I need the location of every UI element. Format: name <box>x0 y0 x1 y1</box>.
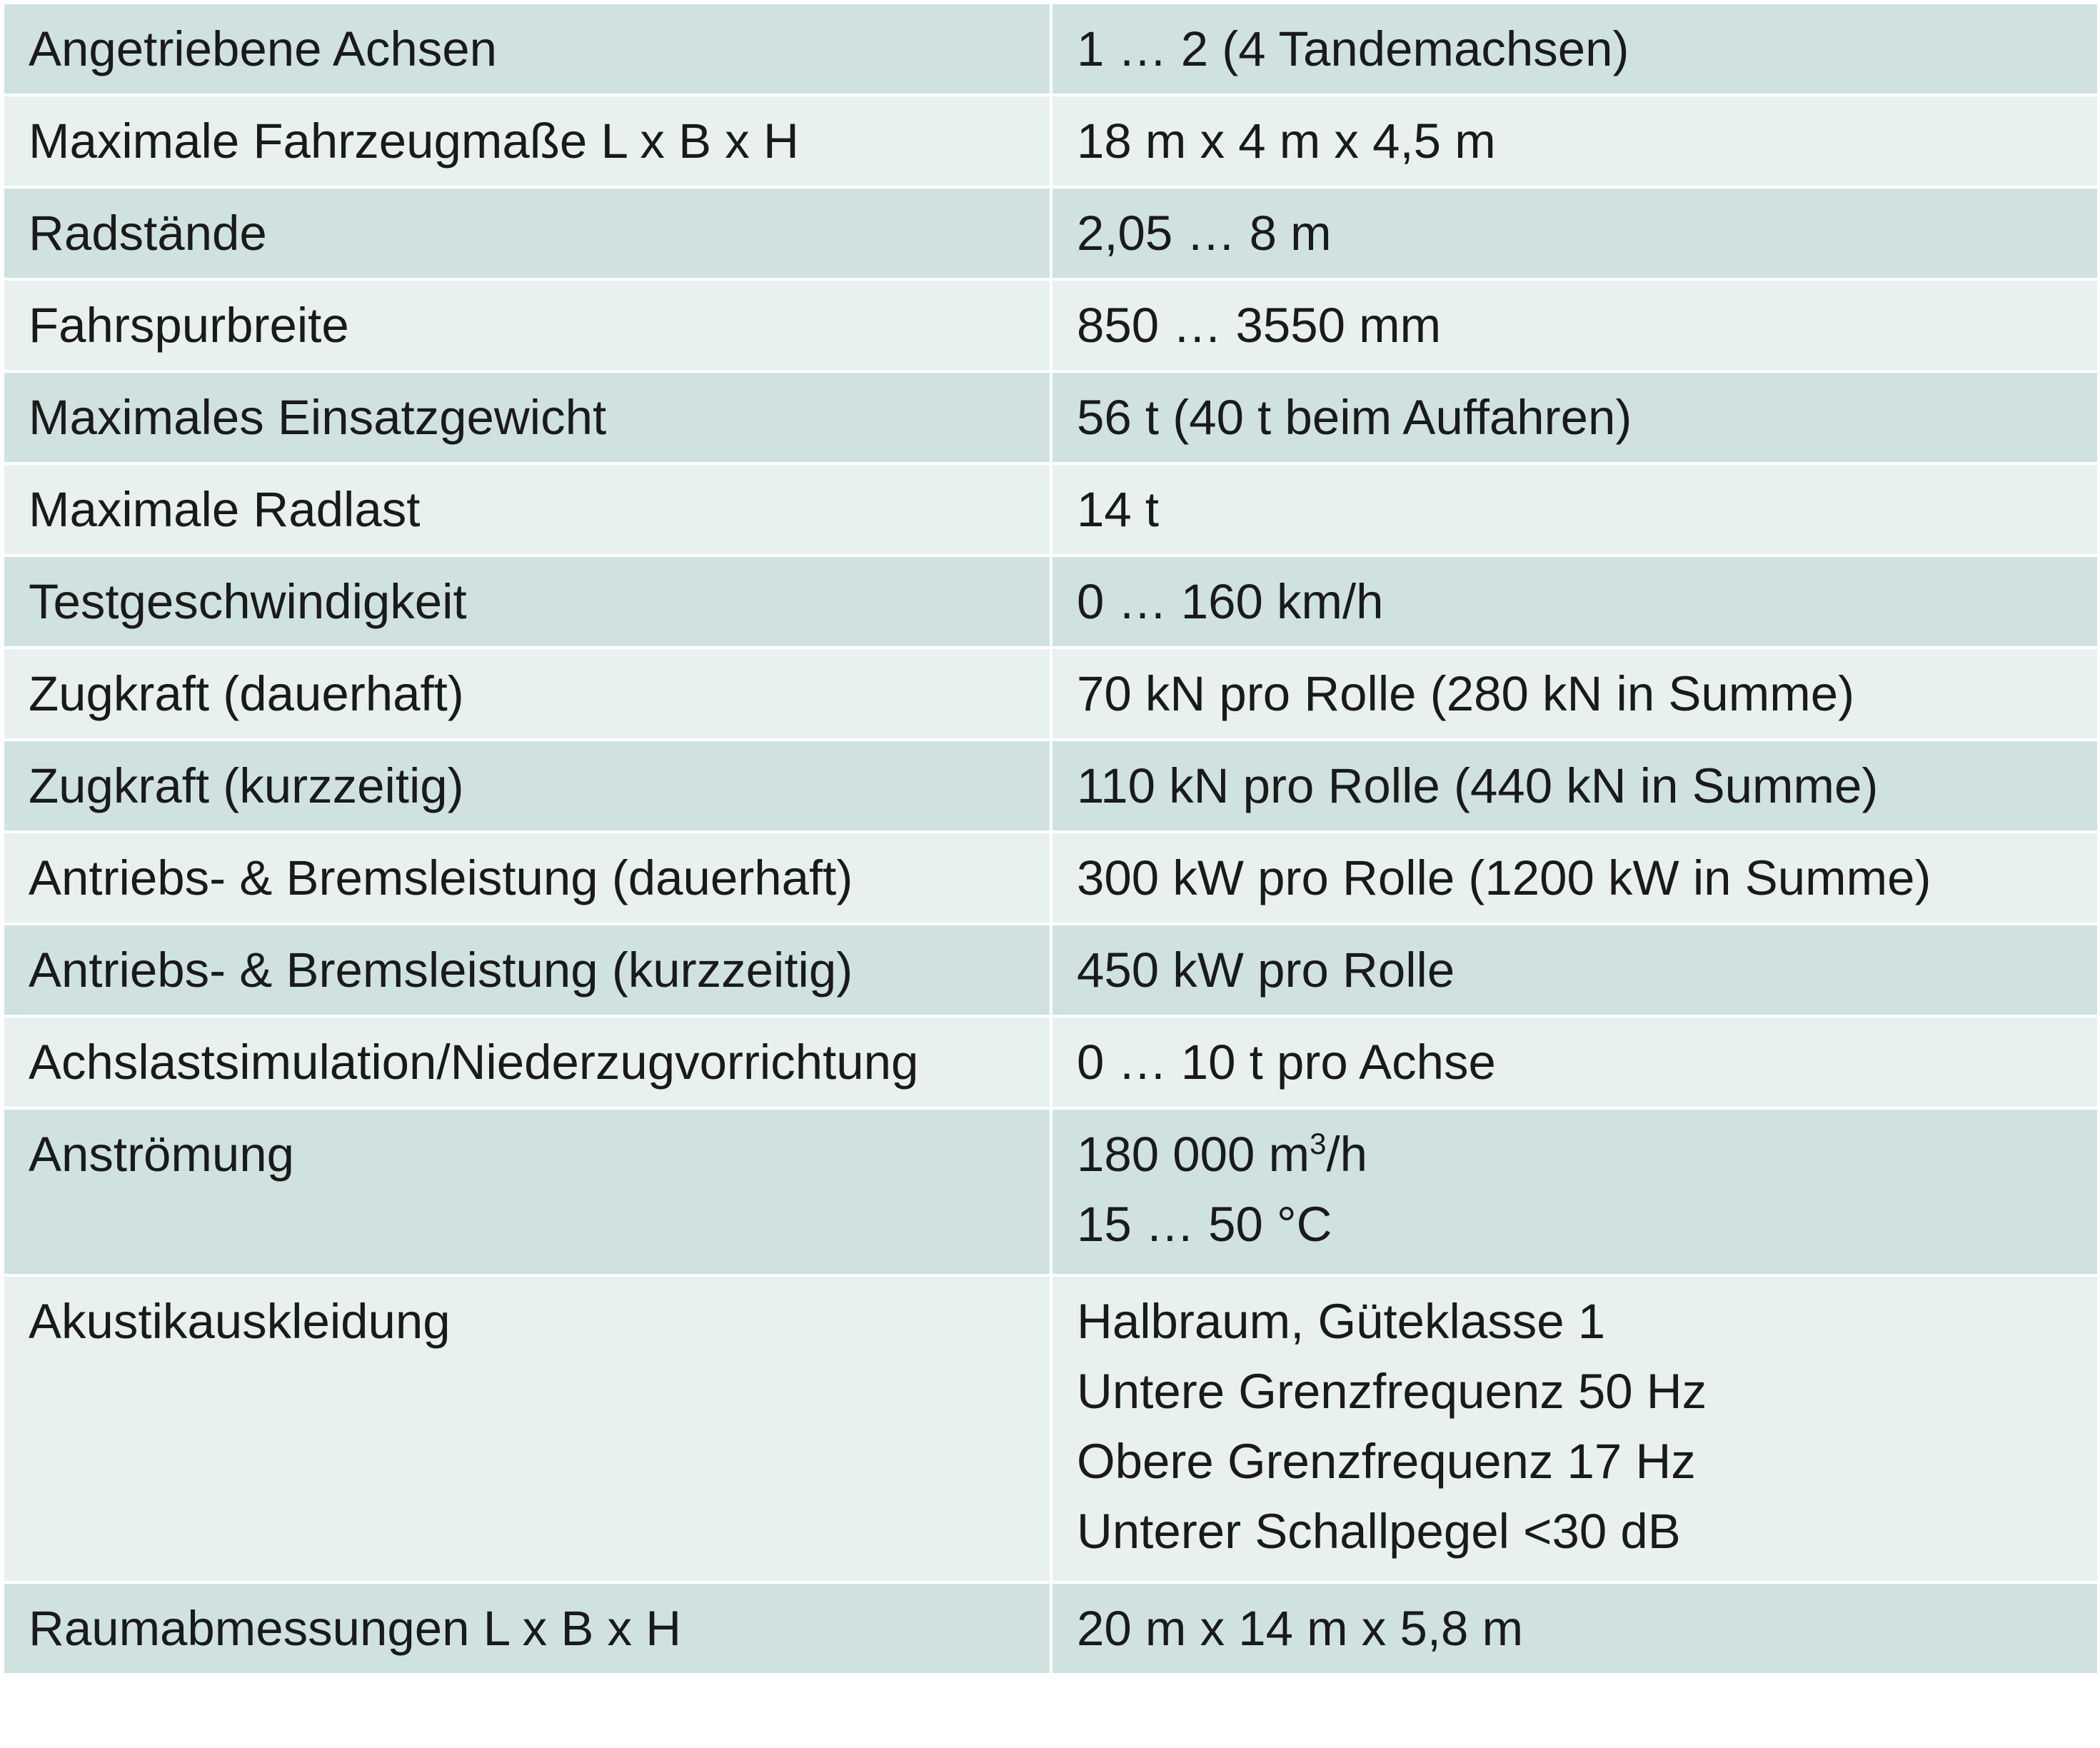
row-label: Antriebs- & Bremsleistung (kurzzeitig) <box>3 924 1051 1016</box>
row-value: 2,05 … 8 m <box>1051 187 2099 279</box>
row-label: Fahrspurbreite <box>3 279 1051 371</box>
flow-rate-exponent: 3 <box>1310 1127 1327 1160</box>
table-row <box>3 740 2099 832</box>
table-row <box>3 832 2099 924</box>
row-label: Radstände <box>3 187 1051 279</box>
flow-temperature: 15 … 50 °C <box>1077 1197 1332 1252</box>
row-value: 1 … 2 (4 Tandemachsen) <box>1051 3 2099 95</box>
row-label: Maximale Fahrzeugmaße L x B x H <box>3 95 1051 187</box>
flow-rate-number: 180 000 m <box>1077 1127 1310 1182</box>
row-label: Maximale Radlast <box>3 463 1051 556</box>
row-value: 14 t <box>1051 463 2099 556</box>
acoustic-line: Halbraum, Güteklasse 1 <box>1077 1294 1606 1349</box>
table-row <box>3 648 2099 740</box>
row-label: Anströmung <box>3 1108 1051 1275</box>
acoustic-line: Obere Grenzfrequenz 17 Hz <box>1077 1434 1696 1489</box>
row-value: 110 kN pro Rolle (440 kN in Summe) <box>1051 740 2099 832</box>
table-row <box>3 371 2099 463</box>
table-row <box>3 3 2099 95</box>
table-row <box>3 1108 2099 1275</box>
table-row <box>3 1582 2099 1674</box>
table-row <box>3 279 2099 371</box>
table-row <box>3 1016 2099 1108</box>
row-label: Zugkraft (kurzzeitig) <box>3 740 1051 832</box>
row-label: Testgeschwindigkeit <box>3 556 1051 648</box>
row-value: 0 … 160 km/h <box>1051 556 2099 648</box>
row-value: 300 kW pro Rolle (1200 kW in Summe) <box>1051 832 2099 924</box>
row-value: 0 … 10 t pro Achse <box>1051 1016 2099 1108</box>
row-label: Akustikauskleidung <box>3 1275 1051 1582</box>
row-label: Angetriebene Achsen <box>3 3 1051 95</box>
table-row <box>3 187 2099 279</box>
row-label: Antriebs- & Bremsleistung (dauerhaft) <box>3 832 1051 924</box>
spec-table <box>1 1 2100 1676</box>
row-value <box>1051 1275 2099 1582</box>
row-value: 18 m x 4 m x 4,5 m <box>1051 95 2099 187</box>
acoustic-line: Untere Grenzfrequenz 50 Hz <box>1077 1364 1707 1419</box>
row-value: 450 kW pro Rolle <box>1051 924 2099 1016</box>
row-label: Maximales Einsatzgewicht <box>3 371 1051 463</box>
row-value <box>1051 1108 2099 1275</box>
table-row <box>3 95 2099 187</box>
table-row <box>3 463 2099 556</box>
table-row <box>3 556 2099 648</box>
row-value: 20 m x 14 m x 5,8 m <box>1051 1582 2099 1674</box>
flow-rate <box>1077 1120 2073 1190</box>
row-label: Zugkraft (dauerhaft) <box>3 648 1051 740</box>
row-value: 850 … 3550 mm <box>1051 279 2099 371</box>
table-row <box>3 1275 2099 1582</box>
row-value: 70 kN pro Rolle (280 kN in Summe) <box>1051 648 2099 740</box>
table-row <box>3 924 2099 1016</box>
row-label: Raumabmessungen L x B x H <box>3 1582 1051 1674</box>
row-label: Achslastsimulation/Niederzugvorrichtung <box>3 1016 1051 1108</box>
flow-rate-unit: /h <box>1326 1127 1367 1182</box>
acoustic-line: Unterer Schallpegel <30 dB <box>1077 1504 1681 1559</box>
row-value: 56 t (40 t beim Auffahren) <box>1051 371 2099 463</box>
